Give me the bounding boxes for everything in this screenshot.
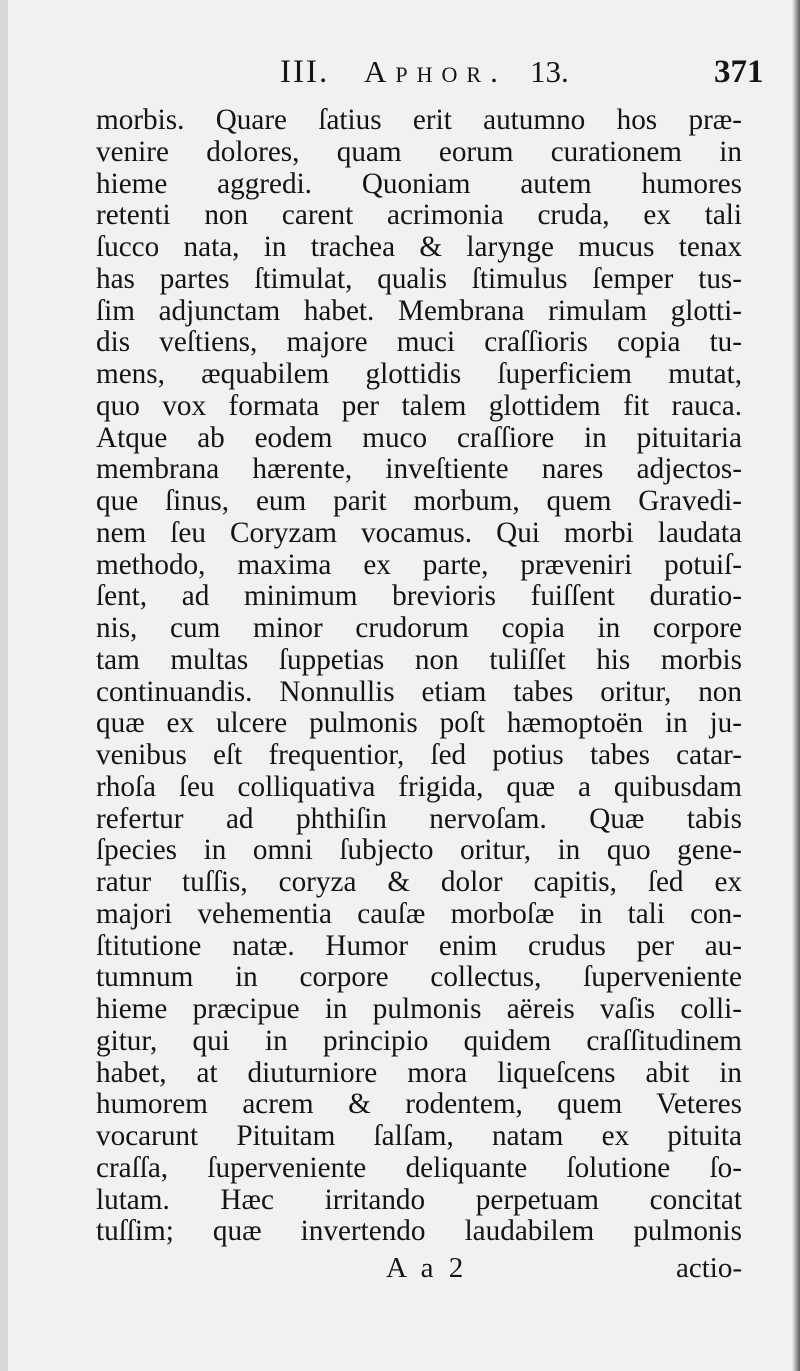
header-aphorism-number: 13.	[530, 54, 569, 89]
text-line: hieme præcipue in pulmonis aëreis vaſis colli-	[96, 993, 742, 1025]
text-line: tumnum in corpore collectus, ſuperveniente	[96, 961, 742, 994]
text-line: continuandis. Nonnullis etiam tabes oritur, non	[96, 675, 742, 708]
text-line: venibus eſt frequentior, ſed potius tabes catar-	[96, 739, 742, 771]
text-line: ſent, ad minimum brevioris fuiſſent duratio-	[96, 580, 742, 613]
text-line: has partes ſtimulat, qualis ſtimulus ſemper tus-	[96, 262, 742, 295]
text-line: hieme aggredi. Quoniam autem humores	[96, 167, 742, 200]
text-line: majori vehementia cauſæ morboſæ in tali con-	[96, 897, 742, 930]
text-line: lutam. Hæc irritando perpetuam concitat	[96, 1183, 742, 1216]
text-line: habet, at diuturniore mora liqueſcens abit in	[96, 1056, 742, 1089]
text-line: tam multas ſuppetias non tuliſſet his morbis	[96, 643, 742, 676]
text-line: ſim adjunctam habet. Membrana rimulam glotti-	[96, 294, 742, 327]
text-line: nem ſeu Coryzam vocamus. Qui morbi laudata	[96, 516, 742, 549]
text-line: quo vox formata per talem glottidem fit rauca.	[96, 389, 742, 422]
text-line: ratur tuſſis, coryza & dolor capitis, ſed ex	[96, 866, 742, 898]
text-line: Atque ab eodem muco craſſiore in pituitaria	[96, 421, 742, 454]
header-section: III.	[280, 54, 330, 90]
text-line: mens, æquabilem glottidis ſuperficiem mutat,	[96, 358, 742, 390]
page-footer	[96, 1252, 742, 1288]
body-text	[96, 105, 742, 1248]
text-line: dis veſtiens, majore muci craſſioris copia tu-	[96, 326, 742, 359]
text-line: nis, cum minor crudorum copia in corpore	[96, 612, 742, 644]
text-line: quæ ex ulcere pulmonis poſt hæmoptoën in ju-	[96, 707, 742, 740]
text-line: venire dolores, quam eorum curationem in	[96, 135, 742, 168]
text-line: rhoſa ſeu colliquativa frigida, quæ a quibusdam	[96, 770, 742, 803]
text-line: refertur ad phthiſin nervoſam. Quæ tabis	[96, 802, 742, 835]
text-line: membrana hærente, inveſtiente nares adjectos-	[96, 453, 742, 486]
text-line: morbis. Quare ſatius erit autumno hos præ-	[96, 104, 742, 136]
header-aphorism-label: Aphor.	[364, 54, 507, 89]
text-line: gitur, qui in principio quidem craſſitudinem	[96, 1024, 742, 1057]
running-header	[280, 54, 780, 90]
text-line: ſucco nata, in trachea & larynge mucus tenax	[96, 231, 742, 263]
text-line: vocarunt Pituitam ſalſam, natam ex pituita	[96, 1120, 742, 1152]
text-line: ſpecies in omni ſubjecto oritur, in quo gene-	[96, 834, 742, 867]
page-number: 371	[714, 54, 764, 90]
text-line: craſſa, ſuperveniente deliquante ſolutione ſo-	[96, 1151, 742, 1184]
catchword: actio-	[675, 1252, 742, 1284]
text-line: retenti non carent acrimonia cruda, ex tali	[96, 199, 742, 232]
text-line: ſtitutione natæ. Humor enim crudus per au-	[96, 929, 742, 962]
text-line: methodo, maxima ex parte, præveniri potuiſ-	[96, 548, 742, 581]
text-line: tuſſim; quæ invertendo laudabilem pulmonis	[96, 1215, 742, 1248]
text-line: que ſinus, eum parit morbum, quem Gravedi-	[96, 485, 742, 517]
text-line: humorem acrem & rodentem, quem Veteres	[96, 1088, 742, 1121]
signature-mark: A a 2	[386, 1252, 468, 1284]
